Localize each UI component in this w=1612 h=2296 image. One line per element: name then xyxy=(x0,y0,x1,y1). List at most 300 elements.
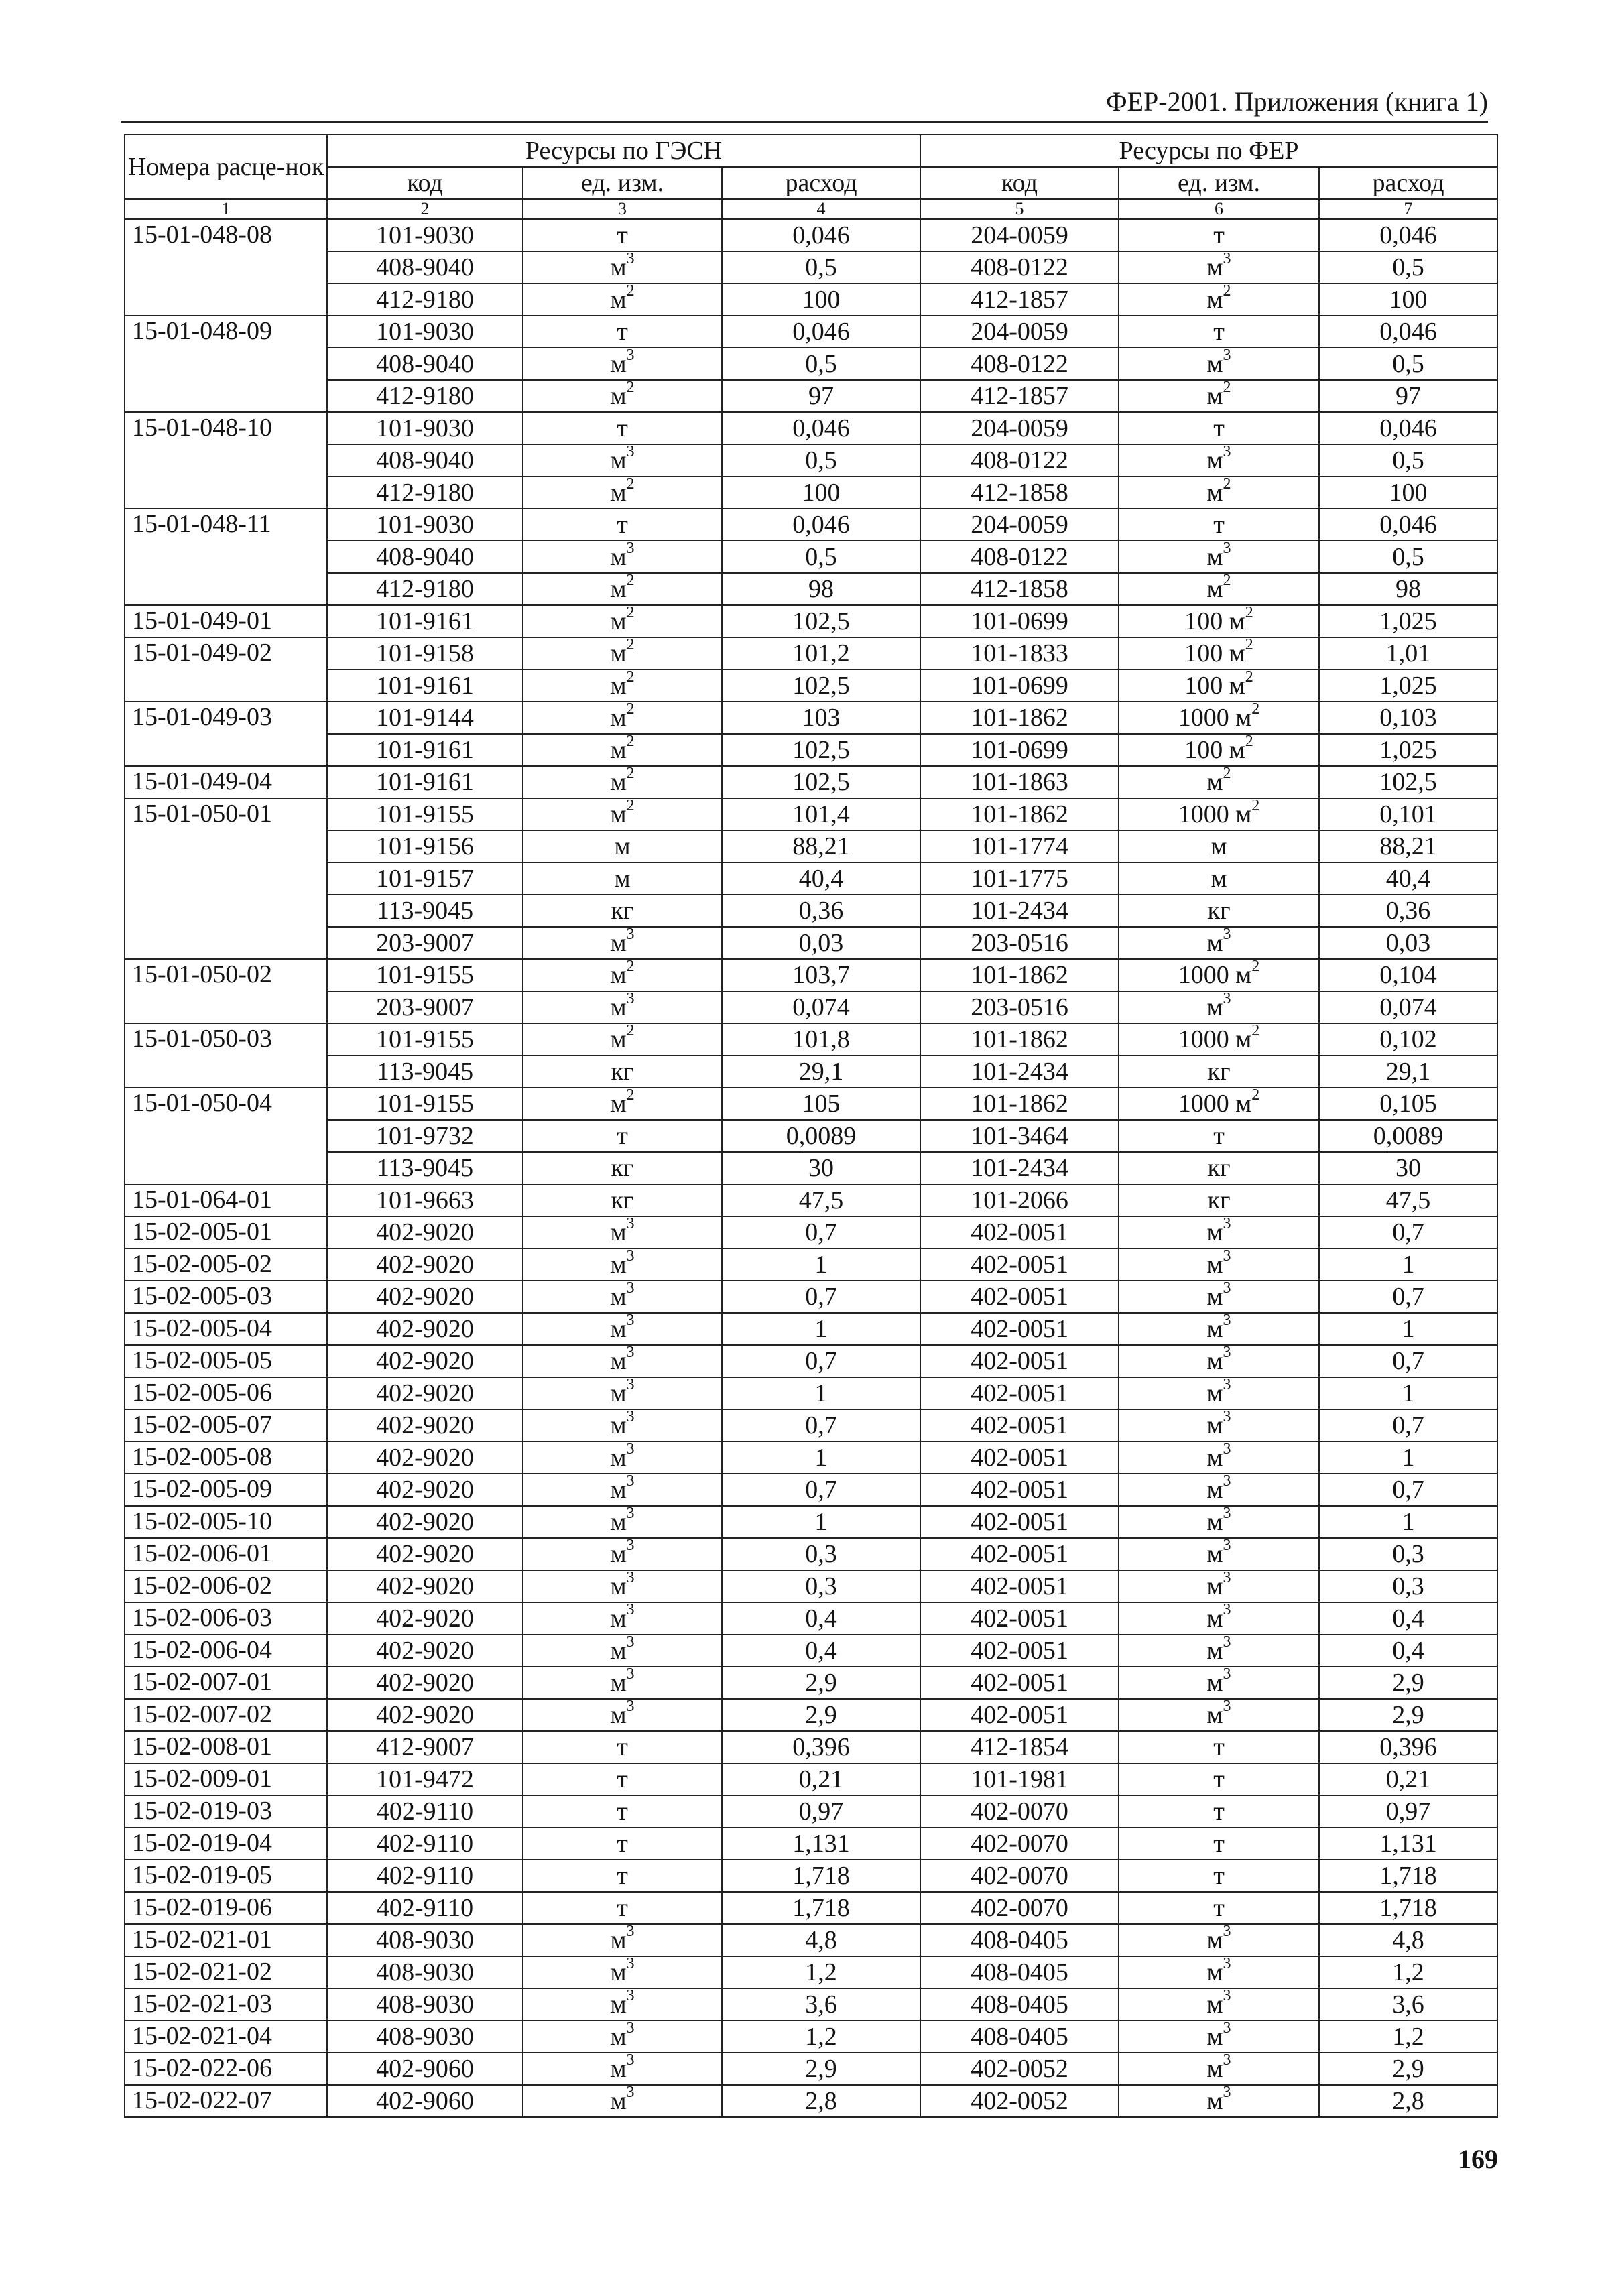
fer-unit: кг xyxy=(1119,895,1319,927)
fer-qty: 0,4 xyxy=(1319,1635,1497,1667)
gesn-unit: $м^3$ xyxy=(523,1956,722,1988)
gesn-code: 113-9045 xyxy=(327,1056,523,1088)
gesn-code: 101-9155 xyxy=(327,1023,523,1056)
norm-number: 15-02-005-09 xyxy=(125,1474,327,1506)
fer-unit: $м^3$ xyxy=(1119,1474,1319,1506)
fer-unit: $м^3$ xyxy=(1119,991,1319,1023)
gesn-qty: 0,074 xyxy=(722,991,920,1023)
fer-qty: 0,5 xyxy=(1319,348,1497,380)
gesn-qty: 0,396 xyxy=(722,1731,920,1763)
fer-unit: $м^3$ xyxy=(1119,1442,1319,1474)
gesn-qty: 1 xyxy=(722,1313,920,1345)
gesn-code: 402-9020 xyxy=(327,1570,523,1602)
fer-code: 101-1833 xyxy=(920,637,1119,669)
fer-unit: т xyxy=(1119,1860,1319,1892)
gesn-qty: 100 xyxy=(722,283,920,316)
fer-qty: 1,718 xyxy=(1319,1892,1497,1924)
gesn-qty: 101,8 xyxy=(722,1023,920,1056)
gesn-code: 113-9045 xyxy=(327,1152,523,1184)
sub-header-2: расход xyxy=(722,167,920,199)
norm-number: 15-02-006-02 xyxy=(125,1570,327,1602)
gesn-unit: $м^3$ xyxy=(523,1635,722,1667)
fer-qty: 4,8 xyxy=(1319,1924,1497,1956)
table-row xyxy=(125,1828,1497,1860)
table-row xyxy=(125,895,1497,927)
table-row xyxy=(125,2085,1497,2117)
fer-qty: 1,025 xyxy=(1319,734,1497,766)
table-row xyxy=(125,1345,1497,1377)
fer-code: 204-0059 xyxy=(920,412,1119,444)
norm-number: 15-02-021-03 xyxy=(125,1988,327,2021)
fer-code: 408-0405 xyxy=(920,1988,1119,2021)
table-row xyxy=(125,2053,1497,2085)
gesn-code: 412-9180 xyxy=(327,573,523,605)
gesn-unit: $м^2$ xyxy=(523,1023,722,1056)
fer-qty: 0,046 xyxy=(1319,219,1497,251)
fer-unit: $м^3$ xyxy=(1119,1377,1319,1409)
gesn-code: 402-9020 xyxy=(327,1249,523,1281)
table-row xyxy=(125,1956,1497,1988)
table-row xyxy=(125,573,1497,605)
sub-header-1: ед. изм. xyxy=(523,167,722,199)
column-number-4: 4 xyxy=(722,199,920,219)
gesn-code: 101-9158 xyxy=(327,637,523,669)
gesn-unit: $м^3$ xyxy=(523,1538,722,1570)
gesn-unit: $м^3$ xyxy=(523,1377,722,1409)
gesn-unit: т xyxy=(523,1120,722,1152)
gesn-qty: 0,7 xyxy=(722,1216,920,1249)
fer-code: 204-0059 xyxy=(920,509,1119,541)
gesn-unit: $м^2$ xyxy=(523,283,722,316)
gesn-qty: 2,8 xyxy=(722,2085,920,2117)
fer-qty: 2,9 xyxy=(1319,1667,1497,1699)
table-row xyxy=(125,1120,1497,1152)
table-row xyxy=(125,669,1497,702)
gesn-code: 101-9030 xyxy=(327,219,523,251)
gesn-unit: кг xyxy=(523,1152,722,1184)
header-title: ФЕР-2001. Приложения (книга 1) xyxy=(1106,86,1488,117)
gesn-code: 402-9110 xyxy=(327,1892,523,1924)
gesn-qty: 0,5 xyxy=(722,444,920,476)
norm-number: 15-02-021-04 xyxy=(125,2021,327,2053)
fer-code: 408-0122 xyxy=(920,348,1119,380)
gesn-code: 101-9161 xyxy=(327,734,523,766)
norm-number: 15-01-050-03 xyxy=(125,1023,327,1088)
fer-unit: т xyxy=(1119,509,1319,541)
gesn-unit: $м^3$ xyxy=(523,1345,722,1377)
table-row xyxy=(125,251,1497,283)
gesn-qty: 0,046 xyxy=(722,316,920,348)
norm-number: 15-01-050-02 xyxy=(125,959,327,1023)
gesn-code: 101-9161 xyxy=(327,605,523,637)
fer-qty: 47,5 xyxy=(1319,1184,1497,1216)
table-row xyxy=(125,766,1497,798)
table-row xyxy=(125,798,1497,830)
fer-code: 101-2434 xyxy=(920,1056,1119,1088)
gesn-code: 402-9020 xyxy=(327,1699,523,1731)
gesn-code: 402-9020 xyxy=(327,1216,523,1249)
gesn-unit: $м^3$ xyxy=(523,541,722,573)
table-row xyxy=(125,1924,1497,1956)
fer-code: 408-0122 xyxy=(920,444,1119,476)
fer-code: 402-0051 xyxy=(920,1313,1119,1345)
gesn-qty: 1,718 xyxy=(722,1860,920,1892)
gesn-unit: $м^3$ xyxy=(523,2053,722,2085)
fer-code: 101-2434 xyxy=(920,895,1119,927)
norm-number: 15-01-049-02 xyxy=(125,637,327,702)
gesn-unit: $м^3$ xyxy=(523,1216,722,1249)
gesn-qty: 2,9 xyxy=(722,2053,920,2085)
norm-number: 15-01-048-08 xyxy=(125,219,327,316)
gesn-code: 408-9030 xyxy=(327,1988,523,2021)
fer-code: 402-0051 xyxy=(920,1281,1119,1313)
norm-number: 15-01-048-10 xyxy=(125,412,327,509)
fer-qty: 2,9 xyxy=(1319,1699,1497,1731)
fer-code: 402-0051 xyxy=(920,1409,1119,1442)
gesn-qty: 102,5 xyxy=(722,734,920,766)
fer-code: 402-0051 xyxy=(920,1216,1119,1249)
fer-unit: 1000 $м^2$ xyxy=(1119,1023,1319,1056)
norm-number: 15-02-006-03 xyxy=(125,1602,327,1635)
column-number-1: 1 xyxy=(125,199,327,219)
table-row xyxy=(125,1056,1497,1088)
fer-unit: $м^3$ xyxy=(1119,1699,1319,1731)
fer-code: 402-0051 xyxy=(920,1699,1119,1731)
fer-qty: 29,1 xyxy=(1319,1056,1497,1088)
norm-number: 15-02-022-07 xyxy=(125,2085,327,2117)
gesn-unit: $м^3$ xyxy=(523,1442,722,1474)
fer-unit: $м^3$ xyxy=(1119,1988,1319,2021)
group-fer-header: Ресурсы по ФЕР xyxy=(920,135,1497,167)
fer-code: 412-1854 xyxy=(920,1731,1119,1763)
gesn-qty: 88,21 xyxy=(722,830,920,863)
fer-qty: 0,7 xyxy=(1319,1409,1497,1442)
fer-qty: 0,101 xyxy=(1319,798,1497,830)
fer-code: 402-0052 xyxy=(920,2085,1119,2117)
fer-qty: 3,6 xyxy=(1319,1988,1497,2021)
gesn-unit: $м^2$ xyxy=(523,702,722,734)
table-row xyxy=(125,509,1497,541)
gesn-unit: $м^3$ xyxy=(523,991,722,1023)
sub-header-5: расход xyxy=(1319,167,1497,199)
fer-qty: 0,5 xyxy=(1319,541,1497,573)
gesn-qty: 1 xyxy=(722,1249,920,1281)
fer-qty: 1,01 xyxy=(1319,637,1497,669)
gesn-code: 101-9030 xyxy=(327,509,523,541)
gesn-code: 408-9030 xyxy=(327,1924,523,1956)
table-row xyxy=(125,1667,1497,1699)
gesn-unit: т xyxy=(523,1763,722,1795)
norm-number: 15-02-005-02 xyxy=(125,1249,327,1281)
gesn-qty: 2,9 xyxy=(722,1667,920,1699)
sub-header-0: код xyxy=(327,167,523,199)
gesn-unit: $м^3$ xyxy=(523,1313,722,1345)
gesn-unit: т xyxy=(523,316,722,348)
fer-code: 402-0052 xyxy=(920,2053,1119,2085)
gesn-qty: 3,6 xyxy=(722,1988,920,2021)
fer-unit: $м^2$ xyxy=(1119,283,1319,316)
gesn-qty: 29,1 xyxy=(722,1056,920,1088)
fer-unit: $м^3$ xyxy=(1119,1216,1319,1249)
fer-unit: $м^3$ xyxy=(1119,2021,1319,2053)
table-body xyxy=(125,219,1497,2117)
norm-number: 15-02-021-01 xyxy=(125,1924,327,1956)
gesn-code: 402-9110 xyxy=(327,1860,523,1892)
column-number-5: 5 xyxy=(920,199,1119,219)
gesn-code: 101-9472 xyxy=(327,1763,523,1795)
table-row xyxy=(125,1731,1497,1763)
gesn-unit: т xyxy=(523,1795,722,1828)
fer-code: 402-0051 xyxy=(920,1442,1119,1474)
fer-code: 402-0051 xyxy=(920,1506,1119,1538)
fer-unit: $м^2$ xyxy=(1119,573,1319,605)
fer-qty: 0,3 xyxy=(1319,1538,1497,1570)
gesn-qty: 1,718 xyxy=(722,1892,920,1924)
fer-unit: $м^3$ xyxy=(1119,1409,1319,1442)
gesn-unit: $м^3$ xyxy=(523,1281,722,1313)
gesn-qty: 1 xyxy=(722,1377,920,1409)
gesn-unit: т xyxy=(523,1731,722,1763)
gesn-code: 402-9110 xyxy=(327,1828,523,1860)
gesn-unit: м xyxy=(523,863,722,895)
gesn-qty: 0,046 xyxy=(722,412,920,444)
norm-number: 15-01-048-11 xyxy=(125,509,327,605)
gesn-qty: 0,3 xyxy=(722,1570,920,1602)
fer-qty: 0,03 xyxy=(1319,927,1497,959)
table-row xyxy=(125,2021,1497,2053)
gesn-unit: т xyxy=(523,509,722,541)
fer-qty: 1,025 xyxy=(1319,669,1497,702)
fer-qty: 0,104 xyxy=(1319,959,1497,991)
gesn-qty: 0,7 xyxy=(722,1474,920,1506)
norm-number: 15-02-005-08 xyxy=(125,1442,327,1474)
fer-code: 412-1857 xyxy=(920,283,1119,316)
gesn-unit: $м^3$ xyxy=(523,1602,722,1635)
gesn-unit: $м^3$ xyxy=(523,1667,722,1699)
fer-qty: 1,2 xyxy=(1319,1956,1497,1988)
norm-number: 15-02-009-01 xyxy=(125,1763,327,1795)
gesn-code: 203-9007 xyxy=(327,927,523,959)
gesn-unit: $м^3$ xyxy=(523,1570,722,1602)
gesn-code: 408-9030 xyxy=(327,1956,523,1988)
fer-code: 101-1862 xyxy=(920,702,1119,734)
gesn-code: 101-9155 xyxy=(327,959,523,991)
table-row xyxy=(125,1249,1497,1281)
fer-code: 412-1858 xyxy=(920,476,1119,509)
fer-code: 101-1863 xyxy=(920,766,1119,798)
fer-unit: $м^3$ xyxy=(1119,1924,1319,1956)
fer-unit: $м^3$ xyxy=(1119,2085,1319,2117)
table-row xyxy=(125,380,1497,412)
fer-unit: $м^3$ xyxy=(1119,1506,1319,1538)
gesn-unit: $м^2$ xyxy=(523,1088,722,1120)
table-row xyxy=(125,1281,1497,1313)
fer-code: 412-1858 xyxy=(920,573,1119,605)
fer-unit: $м^3$ xyxy=(1119,1956,1319,1988)
gesn-qty: 97 xyxy=(722,380,920,412)
gesn-unit: т xyxy=(523,1860,722,1892)
gesn-qty: 0,3 xyxy=(722,1538,920,1570)
gesn-unit: $м^2$ xyxy=(523,766,722,798)
gesn-qty: 103 xyxy=(722,702,920,734)
fer-qty: 0,4 xyxy=(1319,1602,1497,1635)
norm-number: 15-02-006-01 xyxy=(125,1538,327,1570)
fer-code: 402-0070 xyxy=(920,1892,1119,1924)
norm-number: 15-02-021-02 xyxy=(125,1956,327,1988)
gesn-unit: $м^3$ xyxy=(523,1506,722,1538)
table-row xyxy=(125,316,1497,348)
fer-unit: т xyxy=(1119,412,1319,444)
fer-qty: 2,9 xyxy=(1319,2053,1497,2085)
fer-unit: кг xyxy=(1119,1184,1319,1216)
gesn-unit: $м^3$ xyxy=(523,1699,722,1731)
gesn-code: 101-9732 xyxy=(327,1120,523,1152)
gesn-code: 402-9020 xyxy=(327,1474,523,1506)
running-header xyxy=(121,79,1488,123)
table-row xyxy=(125,1795,1497,1828)
fer-qty: 1 xyxy=(1319,1442,1497,1474)
fer-unit: 100 $м^2$ xyxy=(1119,605,1319,637)
table-row xyxy=(125,541,1497,573)
fer-unit: $м^3$ xyxy=(1119,1345,1319,1377)
table-row xyxy=(125,1442,1497,1474)
fer-unit: $м^3$ xyxy=(1119,927,1319,959)
fer-unit: $м^3$ xyxy=(1119,2053,1319,2085)
fer-unit: 1000 $м^2$ xyxy=(1119,1088,1319,1120)
fer-code: 101-1981 xyxy=(920,1763,1119,1795)
table-row xyxy=(125,283,1497,316)
fer-code: 101-0699 xyxy=(920,605,1119,637)
fer-unit: $м^3$ xyxy=(1119,1313,1319,1345)
gesn-code: 402-9020 xyxy=(327,1635,523,1667)
fer-code: 402-0051 xyxy=(920,1377,1119,1409)
norm-number: 15-01-049-01 xyxy=(125,605,327,637)
gesn-unit: $м^2$ xyxy=(523,573,722,605)
fer-unit: 1000 $м^2$ xyxy=(1119,702,1319,734)
gesn-unit: $м^3$ xyxy=(523,927,722,959)
gesn-qty: 102,5 xyxy=(722,766,920,798)
table-row xyxy=(125,959,1497,991)
fer-unit: $м^3$ xyxy=(1119,348,1319,380)
gesn-qty: 40,4 xyxy=(722,863,920,895)
table-row xyxy=(125,991,1497,1023)
gesn-unit: $м^3$ xyxy=(523,2021,722,2053)
fer-qty: 98 xyxy=(1319,573,1497,605)
fer-unit: т xyxy=(1119,1731,1319,1763)
gesn-qty: 0,7 xyxy=(722,1409,920,1442)
gesn-qty: 1,2 xyxy=(722,2021,920,2053)
table-row xyxy=(125,219,1497,251)
fer-unit: $м^3$ xyxy=(1119,1249,1319,1281)
fer-qty: 0,396 xyxy=(1319,1731,1497,1763)
fer-qty: 1 xyxy=(1319,1313,1497,1345)
gesn-code: 408-9040 xyxy=(327,541,523,573)
fer-unit: $м^3$ xyxy=(1119,1538,1319,1570)
table-row xyxy=(125,1699,1497,1731)
gesn-unit: кг xyxy=(523,895,722,927)
table-row xyxy=(125,1216,1497,1249)
fer-qty: 1 xyxy=(1319,1377,1497,1409)
fer-qty: 0,36 xyxy=(1319,895,1497,927)
fer-qty: 0,102 xyxy=(1319,1023,1497,1056)
fer-unit: кг xyxy=(1119,1152,1319,1184)
fer-qty: 1 xyxy=(1319,1249,1497,1281)
gesn-code: 402-9020 xyxy=(327,1313,523,1345)
gesn-qty: 1 xyxy=(722,1442,920,1474)
gesn-qty: 102,5 xyxy=(722,605,920,637)
gesn-unit: $м^2$ xyxy=(523,734,722,766)
fer-qty: 0,7 xyxy=(1319,1281,1497,1313)
gesn-qty: 98 xyxy=(722,573,920,605)
fer-code: 402-0070 xyxy=(920,1795,1119,1828)
norm-number: 15-02-007-02 xyxy=(125,1699,327,1731)
gesn-code: 412-9180 xyxy=(327,283,523,316)
gesn-qty: 102,5 xyxy=(722,669,920,702)
fer-unit: кг xyxy=(1119,1056,1319,1088)
gesn-unit: $м^2$ xyxy=(523,959,722,991)
fer-qty: 1,2 xyxy=(1319,2021,1497,2053)
fer-code: 402-0051 xyxy=(920,1602,1119,1635)
gesn-code: 402-9020 xyxy=(327,1602,523,1635)
gesn-qty: 2,9 xyxy=(722,1699,920,1731)
fer-qty: 0,103 xyxy=(1319,702,1497,734)
column-number-6: 6 xyxy=(1119,199,1319,219)
norm-number: 15-02-005-10 xyxy=(125,1506,327,1538)
column-number-3: 3 xyxy=(523,199,722,219)
table-row xyxy=(125,702,1497,734)
gesn-unit: $м^3$ xyxy=(523,1988,722,2021)
gesn-code: 408-9040 xyxy=(327,251,523,283)
fer-code: 101-0699 xyxy=(920,669,1119,702)
gesn-unit: $м^3$ xyxy=(523,2085,722,2117)
gesn-code: 412-9180 xyxy=(327,476,523,509)
gesn-qty: 0,0089 xyxy=(722,1120,920,1152)
gesn-code: 113-9045 xyxy=(327,895,523,927)
fer-qty: 0,97 xyxy=(1319,1795,1497,1828)
gesn-unit: $м^2$ xyxy=(523,669,722,702)
gesn-unit: т xyxy=(523,1892,722,1924)
fer-qty: 1,131 xyxy=(1319,1828,1497,1860)
fer-unit: т xyxy=(1119,1892,1319,1924)
norm-number: 15-02-005-03 xyxy=(125,1281,327,1313)
gesn-qty: 0,7 xyxy=(722,1281,920,1313)
fer-code: 204-0059 xyxy=(920,316,1119,348)
table-row xyxy=(125,1152,1497,1184)
fer-qty: 0,7 xyxy=(1319,1216,1497,1249)
gesn-code: 402-9060 xyxy=(327,2085,523,2117)
gesn-code: 101-9030 xyxy=(327,412,523,444)
gesn-qty: 30 xyxy=(722,1152,920,1184)
gesn-code: 402-9020 xyxy=(327,1377,523,1409)
gesn-unit: $м^2$ xyxy=(523,380,722,412)
fer-qty: 2,8 xyxy=(1319,2085,1497,2117)
gesn-qty: 1 xyxy=(722,1506,920,1538)
table-row xyxy=(125,1538,1497,1570)
gesn-qty: 0,046 xyxy=(722,219,920,251)
gesn-unit: кг xyxy=(523,1056,722,1088)
norm-number: 15-02-005-04 xyxy=(125,1313,327,1345)
gesn-code: 203-9007 xyxy=(327,991,523,1023)
gesn-qty: 0,97 xyxy=(722,1795,920,1828)
gesn-code: 412-9180 xyxy=(327,380,523,412)
fer-code: 412-1857 xyxy=(920,380,1119,412)
gesn-code: 402-9020 xyxy=(327,1506,523,1538)
table-row xyxy=(125,1860,1497,1892)
fer-qty: 1,718 xyxy=(1319,1860,1497,1892)
gesn-unit: т xyxy=(523,412,722,444)
gesn-unit: т xyxy=(523,219,722,251)
fer-qty: 0,046 xyxy=(1319,509,1497,541)
